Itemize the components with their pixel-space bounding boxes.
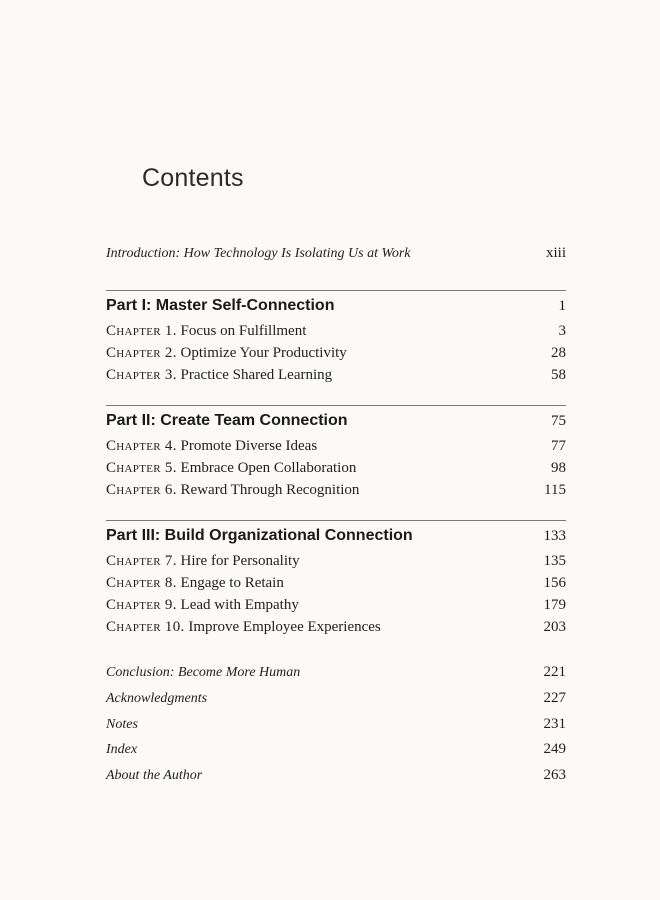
divider-rule bbox=[106, 520, 566, 521]
chapter-label: Chapter 9. bbox=[106, 597, 177, 613]
chapter-page: 203 bbox=[543, 619, 566, 635]
chapter-label: Chapter 10. bbox=[106, 619, 185, 635]
chapter-title: Promote Diverse Ideas bbox=[180, 438, 318, 454]
entry-title: Index bbox=[106, 742, 138, 757]
chapter-label: Chapter 2. bbox=[106, 345, 177, 361]
entry-title: Introduction: How Technology Is Isolating Us at Work bbox=[106, 246, 411, 261]
chapter-label: Chapter 3. bbox=[106, 367, 177, 383]
toc-chapter-5[interactable] bbox=[106, 460, 566, 477]
chapter-label: Chapter 8. bbox=[106, 575, 177, 591]
entry-page: 263 bbox=[543, 767, 566, 783]
entry-page: 231 bbox=[543, 716, 566, 732]
chapter-title: Embrace Open Collaboration bbox=[180, 460, 357, 476]
chapter-title: Practice Shared Learning bbox=[180, 367, 333, 383]
chapter-page: 135 bbox=[543, 553, 566, 569]
chapter-page: 58 bbox=[551, 367, 566, 383]
toc-backmatter-acknowledgments[interactable] bbox=[106, 690, 566, 707]
toc-backmatter-index[interactable] bbox=[106, 741, 566, 758]
divider-rule bbox=[106, 290, 566, 291]
chapter-label: Chapter 5. bbox=[106, 460, 177, 476]
chapter-title: Optimize Your Productivity bbox=[180, 345, 347, 361]
toc-backmatter-about-author[interactable] bbox=[106, 767, 566, 784]
chapter-title: Improve Employee Experiences bbox=[188, 619, 381, 635]
toc-part-1[interactable] bbox=[106, 297, 566, 315]
chapter-page: 98 bbox=[551, 460, 566, 476]
toc-part-3[interactable] bbox=[106, 527, 566, 545]
part-title: Part II: Create Team Connection bbox=[106, 412, 348, 429]
toc-backmatter-conclusion[interactable] bbox=[106, 664, 566, 681]
entry-title: About the Author bbox=[106, 768, 203, 783]
entry-title: Conclusion: Become More Human bbox=[106, 665, 301, 680]
chapter-page: 3 bbox=[558, 323, 566, 339]
toc-chapter-9[interactable] bbox=[106, 597, 566, 614]
toc-chapter-7[interactable] bbox=[106, 553, 566, 570]
chapter-title: Focus on Fulfillment bbox=[180, 323, 307, 339]
toc-chapter-1[interactable] bbox=[106, 323, 566, 340]
chapter-label: Chapter 1. bbox=[106, 323, 177, 339]
chapter-label: Chapter 4. bbox=[106, 438, 177, 454]
entry-page: 227 bbox=[543, 690, 566, 706]
chapter-title: Hire for Personality bbox=[180, 553, 300, 569]
toc-chapter-2[interactable] bbox=[106, 345, 566, 362]
chapter-page: 115 bbox=[544, 482, 566, 498]
toc-chapter-4[interactable] bbox=[106, 438, 566, 455]
part-page: 133 bbox=[543, 528, 566, 544]
page-title: Contents bbox=[142, 164, 244, 192]
chapter-page: 156 bbox=[543, 575, 566, 591]
part-title: Part I: Master Self-Connection bbox=[106, 297, 335, 314]
entry-title: Notes bbox=[106, 717, 138, 732]
toc-chapter-6[interactable] bbox=[106, 482, 566, 499]
entry-page: xiii bbox=[545, 245, 566, 261]
toc-part-2[interactable] bbox=[106, 412, 566, 430]
chapter-title: Reward Through Recognition bbox=[180, 482, 360, 498]
toc-chapter-10[interactable] bbox=[106, 619, 566, 636]
part-page: 75 bbox=[551, 413, 566, 429]
chapter-page: 179 bbox=[543, 597, 566, 613]
toc-backmatter-notes[interactable] bbox=[106, 716, 566, 733]
part-page: 1 bbox=[558, 298, 566, 314]
chapter-title: Engage to Retain bbox=[180, 575, 284, 591]
chapter-page: 28 bbox=[551, 345, 566, 361]
chapter-label: Chapter 6. bbox=[106, 482, 177, 498]
entry-page: 221 bbox=[543, 664, 566, 680]
divider-rule bbox=[106, 405, 566, 406]
entry-title: Acknowledgments bbox=[106, 691, 208, 706]
toc-chapter-8[interactable] bbox=[106, 575, 566, 592]
part-title: Part III: Build Organizational Connection bbox=[106, 527, 413, 544]
entry-page: 249 bbox=[543, 741, 566, 757]
chapter-title: Lead with Empathy bbox=[180, 597, 299, 613]
chapter-page: 77 bbox=[551, 438, 566, 454]
toc-chapter-3[interactable] bbox=[106, 367, 566, 384]
chapter-label: Chapter 7. bbox=[106, 553, 177, 569]
toc-entry-introduction[interactable] bbox=[106, 245, 566, 262]
